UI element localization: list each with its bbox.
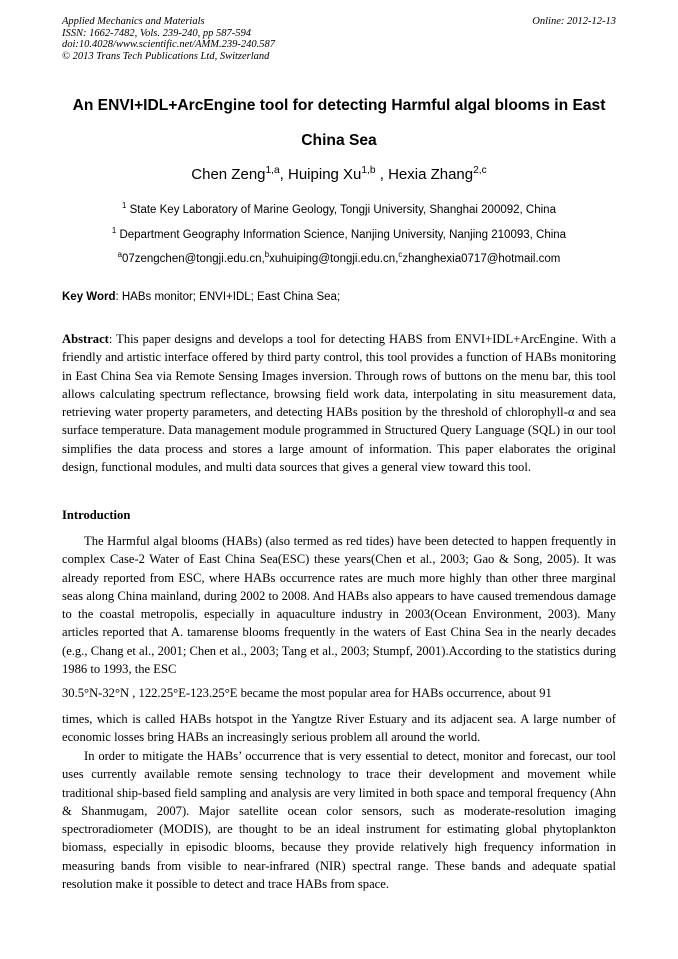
intro-paragraph-2: In order to mitigate the HABs’ occurrence that is very essential to detect, monitor and forecast, our tool uses currently available remote sensing technology to trace their development and movement while traditional ship-based field sampling and analysis are very limited in both space and temporal frequency (Ahn & Shanmugam, 2007). Major satellite ocean color sensors, such as moderate-resolution imaging spectroradiometer (MODIS), are thought to be an ideal instrument for estimating global phytoplankton biomass, especially in episodic blooms, because they provide relatively high frequency information in measuring bands from visible to near-infrared (NIR) spectral range. These bands and adequate spatial resolution make it possible to detect and trace HABs from space. [62,749,616,892]
copyright-line: © 2013 Trans Tech Publications Ltd, Switzerland [62,50,270,62]
email-b-sup: b [264,250,270,260]
affiliation-1-text: State Key Laboratory of Marine Geology, Tongji University, Shanghai 200092, China [129,204,556,216]
email-line [62,250,616,265]
intro-paragraph-1-coordinates: 30.5°N-32°N , 122.25°E-123.25°E became the most popular area for HABs occurrence, about 91 [62,686,552,700]
keywords-label: Key Word [62,291,116,303]
introduction-heading: Introduction [62,508,131,522]
doi-line: doi:10.4028/www.scientific.net/AMM.239-240.587 [62,39,275,51]
affiliation-2 [62,226,616,241]
affiliation-2-sup: 1 [111,226,117,236]
journal-name: Applied Mechanics and Materials [62,16,205,27]
abstract [62,330,616,476]
online-date: Online: 2012-12-13 [532,16,616,27]
author-2: , Huiping Xu [279,166,362,183]
email-c[interactable]: zhanghexia0717@hotmail.com [402,253,561,265]
author-2-sup: 1,b [361,165,376,176]
issn-line: ISSN: 1662-7482, Vols. 239-240, pp 587-594 [62,27,251,39]
author-1-sup: 1,a [265,165,280,176]
affiliation-1 [62,201,616,216]
author-list [62,166,616,183]
email-c-sup: c [398,250,403,260]
title-line-2: China Sea [301,132,377,149]
author-1: Chen Zeng [191,166,266,183]
intro-paragraph-1: The Harmful algal blooms (HABs) (also termed as red tides) have been detected to happen frequently in complex Case-2 Water of East China Sea(ESC) these years(Chen et al., 2003; Gao & Song, 2005). It was already reported from ESC, where HABs occurrence rates are much more highly than other three marginal seas along China mainland, during 2002 to 2008. And HABs also appears to have caused tremendous damage to the coastal metropolis, especially in aquaculture industry in 2003(Ocean Environment, 2003). Many articles reported that A. tamarense blooms frequently in the waters of East China Sea in the nearly decades (e.g., Chang et al., 2001; Chen et al., 2003; Tang et al., 2003; Stumpf, 2001).According to the statistics during 1986 to 1993, the ESC [62,534,616,677]
email-b[interactable]: xuhuiping@tongji.edu.cn, [269,253,399,265]
paper-title [62,88,616,158]
journal-header [62,16,616,62]
title-line-1: An ENVI+IDL+ArcEngine tool for detecting Harmful algal blooms in East [72,97,606,114]
abstract-text: : This paper designs and develops a tool for detecting HABS from ENVI+IDL+ArcEngine. With a friendly and artistic interface offered by third party control, this tool provides a function of HABs monitoring in East China Sea via Remote Sensing Images inversion. Through rows of buttons on the menu bar, this tool allows calculating spectrum reflectance, browsing field work data, interpolating in situ measurement data, retrieving water property parameters, and detecting HABs position by the threshold of chlorophyll-α and sea surface temperature. Data management module programmed in Structured Query Language (SQL) in our tool simplifies the data process and stores a large amount of information. This paper elaborates the original design, functional modules, and multi data sources that gives a general view toward this tool. [62,332,616,475]
keywords [62,291,616,303]
intro-paragraph-1-continued: times, which is called HABs hotspot in the Yangtze River Estuary and its adjacent sea. A large number of economic losses bring HABs an increasingly serious problem all around the world. [62,712,616,745]
author-3-sup: 2,c [473,165,487,176]
affiliation-2-text: Department Geography Information Science, Nanjing University, Nanjing 210093, China [116,229,567,241]
abstract-label: Abstract [62,332,109,346]
email-a[interactable]: 07zengchen@tongji.edu.cn, [121,253,265,265]
email-a-sup: a [117,250,122,260]
author-3: , Hexia Zhang [375,166,474,183]
affiliation-1-sup: 1 [122,201,127,211]
keywords-text: : HABs monitor; ENVI+IDL; East China Sea; [115,291,341,303]
